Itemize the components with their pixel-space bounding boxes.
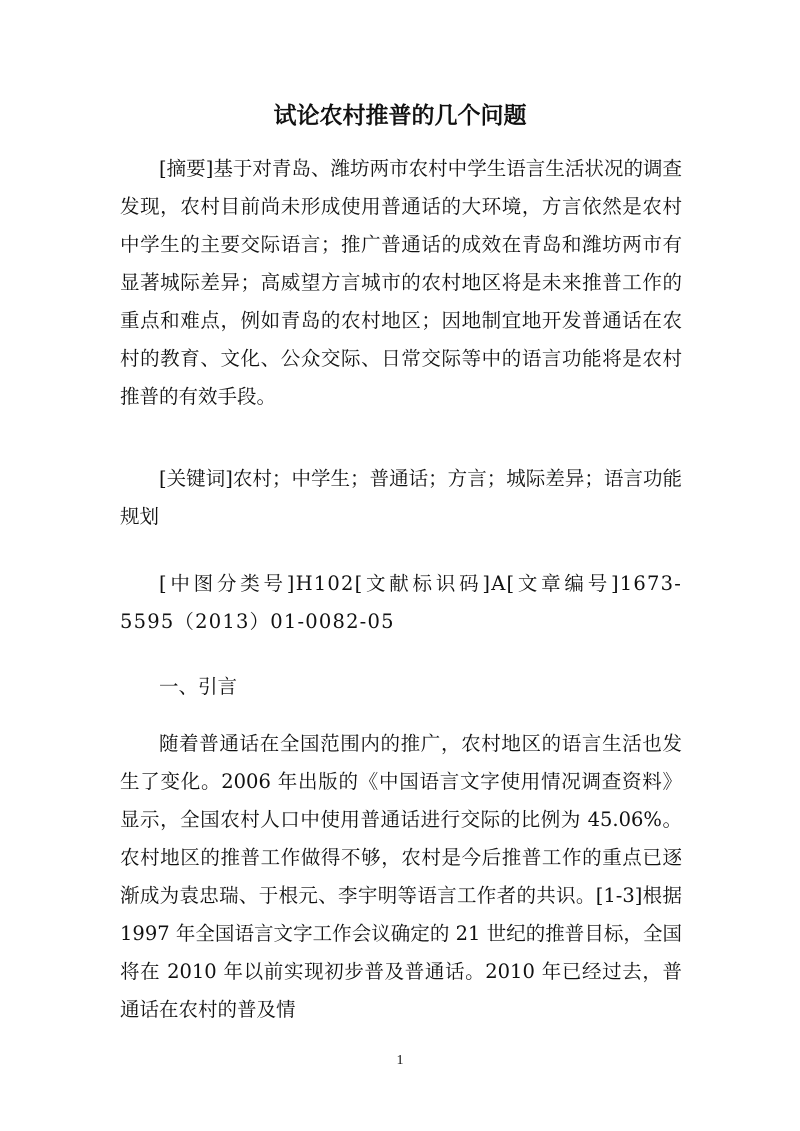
- intro-paragraph: 随着普通话在全国范围内的推广，农村地区的语言生活也发生了变化。2006 年出版的《中国语言文字使用情况调查资料》显示，全国农村人口中使用普通话进行交际的比例为 45.06%。农村地区的推普工作做得不够，农村是今后推普工作的重点已逐渐成为袁忠瑞、于根元、李宇明等语言工作者的共识。[1-3]根据 1997 年全国语言文字工作会议确定的 21 世纪的推普目标，全国将在 2010 年以前实现初步普及普通话。2010 年已经过去，普通话在农村的普及情: [120, 732, 682, 1021]
- keywords-paragraph: [关键词]农村；中学生；普通话；方言；城际差异；语言功能规划: [120, 467, 682, 528]
- abstract-paragraph: [摘要]基于对青岛、潍坊两市农村中学生语言生活状况的调查发现，农村目前尚未形成使用普通话的大环境，方言依然是农村中学生的主要交际语言；推广普通话的成效在青岛和潍坊两市有显著城际差异；高威望方言城市的农村地区将是未来推普工作的重点和难点，例如青岛的农村地区；因地制宜地开发普通话在农村的教育、文化、公众交际、日常交际等中的语言功能将是农村推普的有效手段。: [120, 157, 682, 408]
- document-title: 试论农村推普的几个问题: [273, 103, 527, 129]
- classification-paragraph: [中图分类号]H102[文献标识码]A[文章编号]1673-5595（2013）01-0082-05: [120, 572, 682, 633]
- section-heading: 一、引言: [159, 675, 238, 698]
- page-number: 1: [396, 1053, 404, 1068]
